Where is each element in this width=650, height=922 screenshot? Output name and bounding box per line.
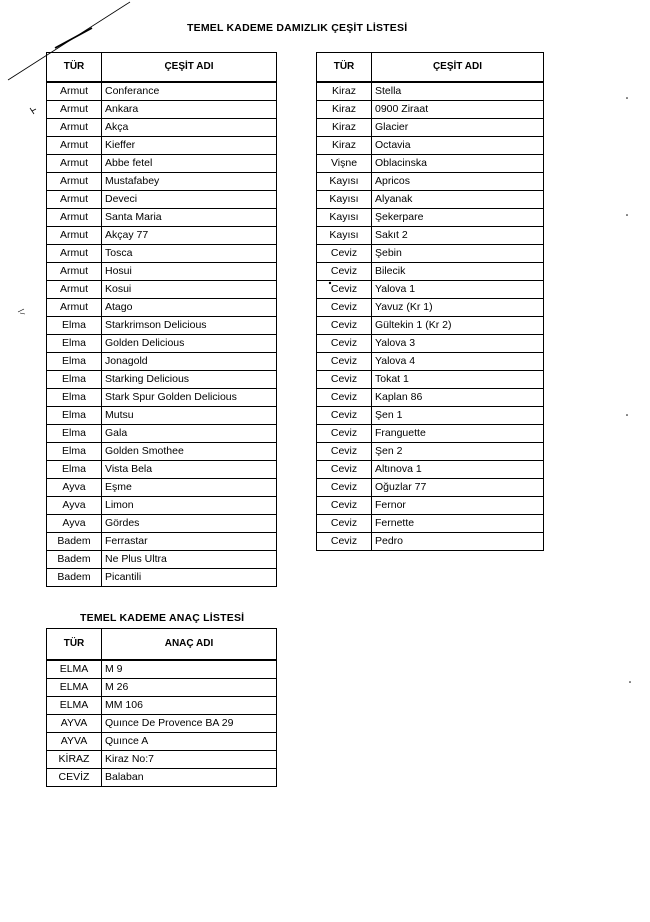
table-row [47,515,277,533]
table-row [317,227,544,245]
column-header-type: TÜR [47,53,102,83]
table-row [47,209,277,227]
pen-tick-mark [30,108,36,114]
name-cell: Eşme [102,479,277,497]
table-row [47,697,277,715]
name-cell: Şekerpare [372,209,544,227]
type-cell: Kiraz [317,119,372,137]
type-cell: Ceviz [317,515,372,533]
table-row [317,137,544,155]
scan-dot [626,214,628,216]
table-row [317,371,544,389]
name-cell: Alyanak [372,191,544,209]
type-cell: Vişne [317,155,372,173]
type-cell: Elma [47,407,102,425]
type-cell: Armut [47,101,102,119]
type-cell: Badem [47,551,102,569]
table-row [317,353,544,371]
pen-tick-mark [18,309,25,314]
type-cell: Armut [47,119,102,137]
name-cell: Picantili [102,569,277,587]
type-cell: Badem [47,533,102,551]
name-cell: Akçay 77 [102,227,277,245]
name-cell: Atago [102,299,277,317]
column-header-cultivar: ÇEŞİT ADI [102,53,277,83]
name-cell: Şen 2 [372,443,544,461]
name-cell: Ferrastar [102,533,277,551]
cultivar-table-right [316,52,544,551]
type-cell: ELMA [47,679,102,697]
page-title: TEMEL KADEME DAMIZLIK ÇEŞİT LİSTESİ [187,22,408,34]
type-cell: Ceviz [317,299,372,317]
name-cell: Stark Spur Golden Delicious [102,389,277,407]
table-row [47,137,277,155]
table-row [47,660,277,679]
type-cell: Elma [47,371,102,389]
type-cell: Kayısı [317,191,372,209]
type-cell: AYVA [47,733,102,751]
scan-dot [626,414,628,416]
table-row [317,209,544,227]
table-row [317,425,544,443]
table-row [47,679,277,697]
type-cell: Ceviz [317,335,372,353]
name-cell: Bilecik [372,263,544,281]
name-cell: Franguette [372,425,544,443]
table-row [47,371,277,389]
table-row [47,569,277,587]
name-cell: Mutsu [102,407,277,425]
table-row [317,191,544,209]
table-row [47,191,277,209]
table-row [47,769,277,787]
type-cell: Kiraz [317,101,372,119]
table-row [317,389,544,407]
table-row [47,733,277,751]
table-row [317,443,544,461]
name-cell: Fernette [372,515,544,533]
column-header-rootstock: ANAÇ ADI [102,629,277,661]
name-cell: Gala [102,425,277,443]
scan-line-mark-bold [55,28,92,48]
table-row [47,479,277,497]
name-cell: Octavia [372,137,544,155]
table-row [47,715,277,733]
table-row [47,173,277,191]
table-row [317,155,544,173]
name-cell: Stella [372,82,544,101]
name-cell: Oğuzlar 77 [372,479,544,497]
name-cell: Yalova 4 [372,353,544,371]
type-cell: Armut [47,137,102,155]
name-cell: MM 106 [102,697,277,715]
table-row [317,245,544,263]
table-row [47,82,277,101]
section-title-rootstock: TEMEL KADEME ANAÇ LİSTESİ [80,612,245,624]
type-cell: Ceviz [317,263,372,281]
name-cell: Mustafabey [102,173,277,191]
type-cell: ELMA [47,697,102,715]
type-cell: Elma [47,425,102,443]
table-row [47,425,277,443]
table-row [317,299,544,317]
type-cell: Ceviz [317,317,372,335]
name-cell: Starkrimson Delicious [102,317,277,335]
type-cell: Ceviz [317,281,372,299]
type-cell: Elma [47,353,102,371]
table-row [47,155,277,173]
type-cell: Armut [47,299,102,317]
table-row [47,533,277,551]
table-row [47,751,277,769]
name-cell: Limon [102,497,277,515]
type-cell: Ceviz [317,443,372,461]
type-cell: Kayısı [317,227,372,245]
table-row [47,335,277,353]
table-row [47,461,277,479]
table-row [47,389,277,407]
type-cell: Kiraz [317,137,372,155]
cultivar-table-left [46,52,277,587]
name-cell: Quınce De Provence BA 29 [102,715,277,733]
name-cell: Yalova 1 [372,281,544,299]
table-row [317,515,544,533]
name-cell: Kosui [102,281,277,299]
name-cell: Quınce A [102,733,277,751]
table-row [47,299,277,317]
name-cell: Akça [102,119,277,137]
type-cell: Ceviz [317,245,372,263]
name-cell: Altınova 1 [372,461,544,479]
name-cell: Gördes [102,515,277,533]
name-cell: Şen 1 [372,407,544,425]
table-row [317,479,544,497]
name-cell: Conferance [102,82,277,101]
table-row [47,227,277,245]
scan-dot [626,97,628,99]
type-cell: AYVA [47,715,102,733]
type-cell: Ceviz [317,389,372,407]
name-cell: Ankara [102,101,277,119]
name-cell: 0900 Ziraat [372,101,544,119]
table-row [47,551,277,569]
name-cell: Golden Delicious [102,335,277,353]
table-row [317,533,544,551]
type-cell: Armut [47,281,102,299]
scan-dot [629,681,631,683]
name-cell: Yalova 3 [372,335,544,353]
name-cell: Kaplan 86 [372,389,544,407]
column-header-cultivar: ÇEŞİT ADI [372,53,544,83]
name-cell: Hosui [102,263,277,281]
type-cell: Armut [47,82,102,101]
type-cell: CEVİZ [47,769,102,787]
table-row [47,497,277,515]
table-row [317,461,544,479]
type-cell: ELMA [47,660,102,679]
name-cell: Starking Delicious [102,371,277,389]
type-cell: Elma [47,317,102,335]
type-cell: Elma [47,335,102,353]
column-header-type: TÜR [317,53,372,83]
name-cell: Deveci [102,191,277,209]
rootstock-table [46,628,277,787]
table-row [47,317,277,335]
table-row [47,281,277,299]
type-cell: Armut [47,245,102,263]
type-cell: Armut [47,191,102,209]
type-cell: Armut [47,173,102,191]
type-cell: Armut [47,209,102,227]
table-row [317,119,544,137]
name-cell: Şebin [372,245,544,263]
name-cell: Fernor [372,497,544,515]
name-cell: Tosca [102,245,277,263]
name-cell: Yavuz (Kr 1) [372,299,544,317]
type-cell: Ayva [47,515,102,533]
type-cell: Ceviz [317,425,372,443]
type-cell: Armut [47,263,102,281]
type-cell: Armut [47,227,102,245]
table-row [47,119,277,137]
type-cell: Ceviz [317,533,372,551]
name-cell: Jonagold [102,353,277,371]
table-row [317,263,544,281]
type-cell: Ceviz [317,497,372,515]
type-cell: Elma [47,443,102,461]
table-row [317,173,544,191]
name-cell: Ne Plus Ultra [102,551,277,569]
table-row [47,443,277,461]
name-cell: Tokat 1 [372,371,544,389]
type-cell: Kayısı [317,209,372,227]
name-cell: Golden Smothee [102,443,277,461]
table-row [47,407,277,425]
table-row [47,101,277,119]
type-cell: Kiraz [317,82,372,101]
name-cell: Pedro [372,533,544,551]
table-row [317,407,544,425]
type-cell: Ceviz [317,353,372,371]
table-row [317,101,544,119]
name-cell: Glacier [372,119,544,137]
name-cell: Abbe fetel [102,155,277,173]
type-cell: Elma [47,389,102,407]
type-cell: Ceviz [317,407,372,425]
type-cell: Ceviz [317,461,372,479]
type-cell: Ayva [47,497,102,515]
name-cell: Vista Bela [102,461,277,479]
name-cell: Balaban [102,769,277,787]
name-cell: Kiraz No:7 [102,751,277,769]
name-cell: Kieffer [102,137,277,155]
type-cell: KİRAZ [47,751,102,769]
column-header-type: TÜR [47,629,102,661]
table-row [317,497,544,515]
type-cell: Elma [47,461,102,479]
table-row [317,281,544,299]
table-row [47,353,277,371]
name-cell: M 9 [102,660,277,679]
name-cell: Sakıt 2 [372,227,544,245]
type-cell: Badem [47,569,102,587]
table-row [47,245,277,263]
table-row [317,82,544,101]
name-cell: M 26 [102,679,277,697]
type-cell: Kayısı [317,173,372,191]
type-cell: Ceviz [317,371,372,389]
name-cell: Apricos [372,173,544,191]
name-cell: Gültekin 1 (Kr 2) [372,317,544,335]
name-cell: Oblacinska [372,155,544,173]
table-row [47,263,277,281]
table-row [317,335,544,353]
type-cell: Armut [47,155,102,173]
type-cell: Ceviz [317,479,372,497]
type-cell: Ayva [47,479,102,497]
name-cell: Santa Maria [102,209,277,227]
table-row [317,317,544,335]
